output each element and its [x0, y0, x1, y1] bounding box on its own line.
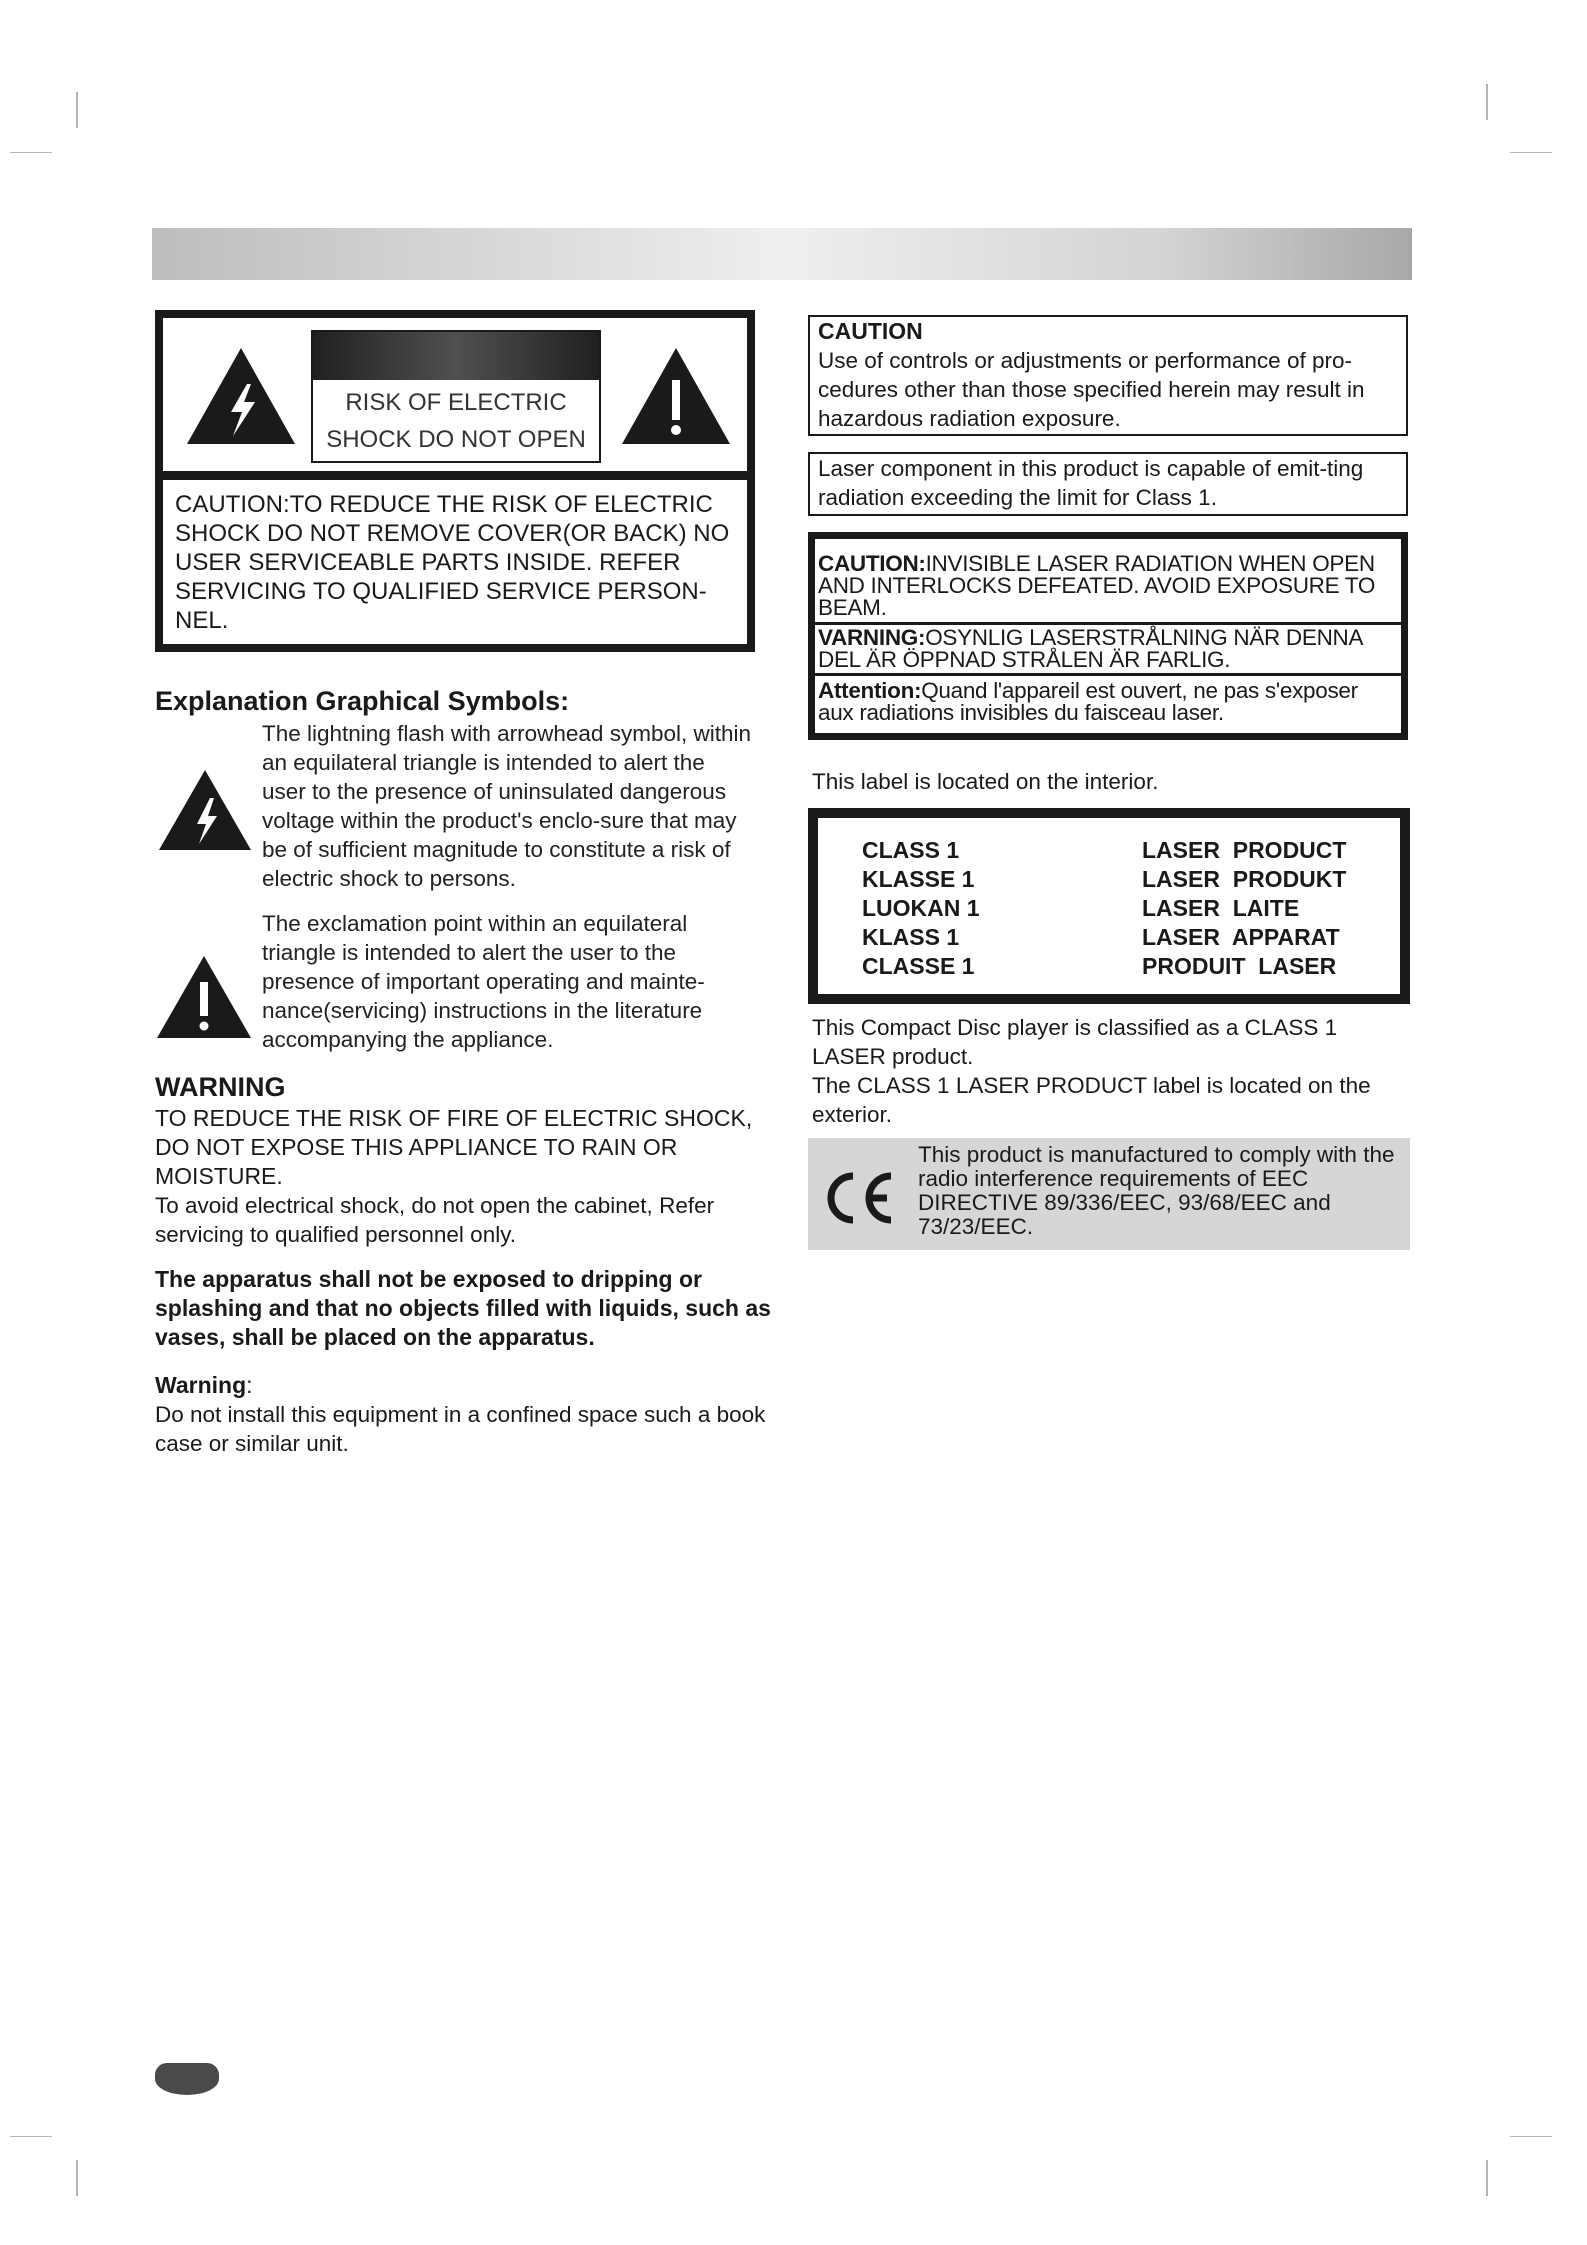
crop-mark [1486, 84, 1488, 120]
caution-box [808, 315, 1408, 436]
ce-notice-text: This product is manufactured to comply with the radio interference requirements of EEC DIRECTIVE 89/336/EEC, 93/68/EEC and 73/23/EEC. [918, 1142, 1395, 1239]
class-label-left-item: LUOKAN 1 [862, 895, 980, 921]
class1-laser-label [808, 808, 1410, 1004]
class-label-right-item: PRODUIT LASER [1142, 953, 1337, 979]
warning-heading: WARNING [155, 1072, 286, 1102]
shock-label [311, 330, 601, 463]
class-label-right-column [1142, 836, 1346, 981]
shock-label-line1: RISK OF ELECTRIC [345, 389, 567, 416]
laser-component-box: Laser component in this product is capable of emit-ting radiation exceeding the limit for Class 1. [808, 452, 1408, 516]
laser-warning-attention-text: Quand l'appareil est ouvert, ne pas s'exposer aux radiations invisibles du faisceau laser. [818, 678, 1358, 725]
caution-title: CAUTION [818, 318, 923, 344]
class-label-right-item: LASER PRODUCT [1142, 837, 1347, 863]
class-label-left-item: KLASS 1 [862, 924, 960, 950]
interior-label-note: This label is located on the interior. [812, 769, 1159, 794]
warning-fire-text: TO REDUCE THE RISK OF FIRE OF ELECTRIC SHOCK, DO NOT EXPOSE THIS APPLIANCE TO RAIN OR MOISTURE. [155, 1105, 753, 1189]
warning-shock-text: To avoid electrical shock, do not open the cabinet, Refer servicing to qualified personnel only. [155, 1193, 715, 1247]
laser-warning-varning-text: OSYNLIG LASERSTRÅLNING NÄR DENNA DEL ÄR ÖPPNAD STRÅLEN ÄR FARLIG. [818, 625, 1362, 672]
warning-dripping-text: The apparatus shall not be exposed to dripping or splashing and that no objects filled with liquids, such as vases, shall be placed on the apparatus. [155, 1266, 771, 1350]
shock-label-line2: SHOCK DO NOT OPEN [326, 426, 586, 453]
symbols-heading: Explanation Graphical Symbols: [155, 686, 570, 716]
shock-caution-text: CAUTION:TO REDUCE THE RISK OF ELECTRIC SHOCK DO NOT REMOVE COVER(OR BACK) NO USER SERVICEABLE PARTS INSIDE. REFER SERVICING TO QUALIFIED SERVICE PERSON-NEL. [175, 491, 730, 634]
ce-mark-icon [823, 1170, 897, 1226]
caution-text: Use of controls or adjustments or performance of pro-cedures other than those specified herein may result in hazardous radiation exposure. [818, 348, 1365, 431]
lightning-warning-icon [185, 346, 297, 446]
laser-warning-label [808, 532, 1408, 740]
header-bar [152, 228, 1412, 280]
crop-mark [1510, 152, 1552, 153]
class-label-left-item: CLASS 1 [862, 837, 960, 863]
class-label-right-item: LASER PRODUKT [1142, 866, 1347, 892]
classification-line2: The CLASS 1 LASER PRODUCT label is located on the exterior. [812, 1073, 1371, 1127]
lightning-symbol-description: The lightning flash with arrowhead symbol, within an equilateral triangle is intended to alert the user to the presence of uninsulated dangerous voltage within the product's enclo-sure that may be of sufficient magnitude to constitute a risk of electric shock to persons. [262, 721, 751, 891]
shock-label-text [313, 384, 599, 458]
crop-mark [76, 92, 78, 128]
shock-box-divider [155, 471, 755, 480]
warning2-heading [155, 1371, 253, 1400]
classification-line1: This Compact Disc player is classified as a CLASS 1 LASER product. [812, 1015, 1338, 1069]
classification-text [812, 1013, 1412, 1129]
ce-notice-box [808, 1138, 1410, 1250]
lightning-symbol-icon [157, 768, 253, 852]
class-label-left-item: CLASSE 1 [862, 953, 975, 979]
exclamation-warning-icon [620, 346, 732, 446]
laser-warning-attention-label: Attention: [818, 678, 922, 703]
laser-warning-caution-label: CAUTION: [818, 551, 926, 576]
warning2-heading-colon: : [246, 1372, 253, 1398]
exclamation-symbol-description: The exclamation point within an equilateral triangle is intended to alert the user to the presence of important operating and mainte-nance(servicing) instructions in the literature accompanying the appliance. [262, 911, 705, 1052]
crop-mark [1486, 2160, 1488, 2196]
crop-mark [10, 2136, 52, 2137]
crop-mark [1510, 2136, 1552, 2137]
laser-warning-divider [815, 673, 1401, 676]
shock-label-bar [313, 332, 599, 380]
class-label-left-column [862, 836, 980, 981]
crop-mark [76, 2160, 78, 2196]
class-label-right-item: LASER APPARAT [1142, 924, 1340, 950]
laser-warning-caution [818, 553, 1398, 619]
laser-warning-varning-label: VARNING: [818, 625, 926, 650]
class-label-left-item: KLASSE 1 [862, 866, 975, 892]
laser-warning-attention [818, 680, 1398, 724]
laser-warning-caution-text: INVISIBLE LASER RADIATION WHEN OPEN AND INTERLOCKS DEFEATED. AVOID EXPOSURE TO BEAM. [818, 551, 1376, 620]
exclamation-symbol-icon [155, 954, 253, 1040]
warning2-text: Do not install this equipment in a confined space such a book case or similar unit. [155, 1402, 766, 1456]
class-label-right-item: LASER LAITE [1142, 895, 1300, 921]
laser-warning-varning [818, 627, 1398, 671]
warning2-heading-bold: Warning [155, 1372, 247, 1398]
page-number-tab [155, 2063, 219, 2095]
crop-mark [10, 152, 52, 153]
